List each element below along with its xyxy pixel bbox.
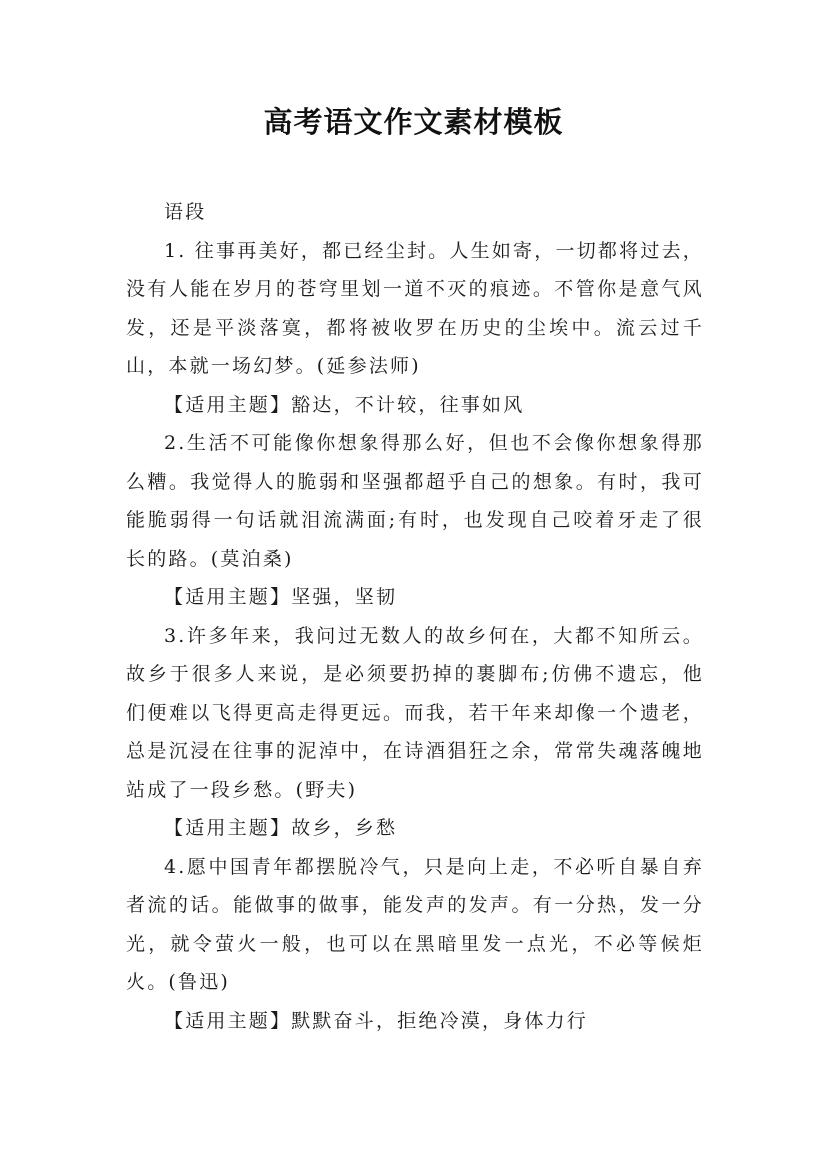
document-body bbox=[126, 193, 704, 1040]
section-heading: 语段 bbox=[164, 201, 207, 223]
theme-4: 【适用主题】默默奋斗，拒绝冷漠，身体力行 bbox=[164, 1009, 589, 1032]
theme-1: 【适用主题】豁达，不计较，往事如风 bbox=[164, 393, 525, 416]
paragraph-1: 1. 往事再美好，都已经尘封。人生如寄，一切都将过去，没有人能在岁月的苍穹里划一道不灭的痕迹。不管你是意气风发，还是平淡落寞，都将被收罗在历史的尘埃中。流云过千山，本就一场幻梦。(延参法师) bbox=[126, 239, 704, 377]
theme-3: 【适用主题】故乡，乡愁 bbox=[164, 817, 398, 839]
document-title: 高考语文作文素材模板 bbox=[263, 105, 564, 139]
theme-2: 【适用主题】坚强，坚韧 bbox=[164, 586, 398, 608]
paragraph-3: 3.许多年来，我问过无数人的故乡何在，大都不知所云。故乡于很多人来说，是必须要扔掉的裹脚布;仿佛不遗忘，他们便难以飞得更高走得更远。而我，若干年来却像一个遗老，总是沉浸在往事的泥淖中，在诗酒猖狂之余，常常失魂落魄地站成了一段乡愁。(野夫) bbox=[126, 624, 704, 801]
paragraph-4: 4.愿中国青年都摆脱冷气，只是向上走，不必听自暴自弃者流的话。能做事的做事，能发声的发声。有一分热，发一分光，就令萤火一般，也可以在黑暗里发一点光，不必等候炬火。(鲁迅) bbox=[126, 855, 704, 993]
paragraph-2: 2.生活不可能像你想象得那么好，但也不会像你想象得那么糟。我觉得人的脆弱和坚强都超乎自己的想象。有时，我可能脆弱得一句话就泪流满面;有时，也发现自己咬着牙走了很长的路。(莫泊桑) bbox=[126, 432, 704, 570]
